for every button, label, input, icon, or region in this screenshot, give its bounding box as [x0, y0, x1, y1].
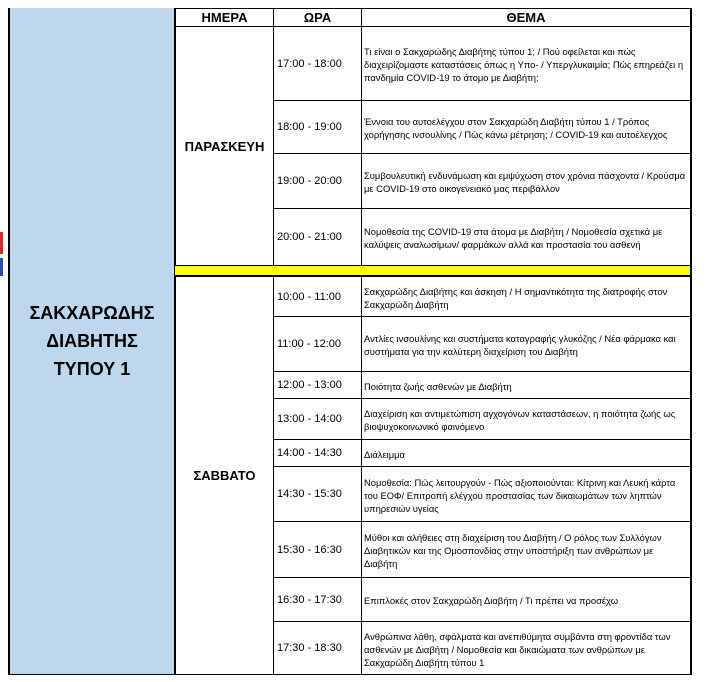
time-slot: 15:30 - 16:30 — [273, 521, 361, 577]
topic-text: Νομοθεσία της COVID-19 στα άτομα με Διαβήτη / Νομοθεσία σχετικά με καλύψεις αναλωσίμων/ φαρμάκων αλλά και προστασία του ασθενή — [361, 208, 690, 265]
edge-decoration-blue — [0, 258, 3, 276]
time-slot: 11:00 - 12:00 — [273, 316, 361, 371]
course-title-line: ΣΑΚΧΑΡΩΔΗΣ — [29, 303, 155, 323]
course-title-line: ΤΥΠΟΥ 1 — [53, 359, 131, 379]
day-separator — [175, 265, 690, 276]
time-slot: 19:00 - 20:00 — [273, 153, 361, 208]
schedule-table — [8, 8, 692, 675]
topic-text: Νομοθεσία: Πώς λειτουργούν - Πώς αξιοποιούνται: Κίτρινη και Λευκή κάρτα του ΕΟΦ/ Επιτροπή ελέγχου προστασίας των δικαιωμάτων των ληπτών υπηρεσιών υγείας — [361, 466, 690, 521]
topic-text: Ανθρώπινα λάθη, σφάλματα και ανεπιθύμητα συμβάντα στη φροντίδα των ασθενών με Διαβήτη / Νομοθεσία και δικαιώματα των ανθρώπων με Σακχαρώδη Διαβήτη τύπου 1 — [361, 621, 690, 674]
time-slot: 16:30 - 17:30 — [273, 577, 361, 621]
time-slot: 17:00 - 18:00 — [273, 26, 361, 100]
topic-text: Αντλίες ινσουλίνης και συστήματα καταγραφής γλυκόζης / Νέα φάρμακα και συστήματα για την καλύτερη διαχείριση του Διαβήτη — [361, 316, 690, 371]
course-title-line: ΔΙΑΒΗΤΗΣ — [46, 331, 138, 351]
course-title — [30, 299, 155, 383]
topic-text: Συμβουλευτική ενδυνάμωση και εμψύχωση στον χρόνια πάσχοντα / Κρούσμα με COVID-19 στο οικογενειακό μας περιβάλλον — [361, 153, 690, 208]
time-slot: 10:00 - 11:00 — [273, 276, 361, 316]
time-slot: 14:30 - 15:30 — [273, 466, 361, 521]
time-slot: 12:00 - 13:00 — [273, 371, 361, 398]
topic-text: Επιπλοκές στον Σακχαρώδη Διαβήτη / Τι πρέπει να προσέχω — [361, 577, 690, 621]
topic-text: Διάλειμμα — [361, 439, 690, 466]
day-saturday: ΣΑΒΒΑΤΟ — [175, 276, 273, 674]
topic-text: Τι είναι ο Σακχαρώδης Διαβήτης τύπου 1; / Πού οφείλεται και πώς διαχειρίζομαστε καταστάσεις όπως η Υπο- / Υπεργλυκαιμία; Πώς επηρεάζει η πανδημία COVID-19 το άτομο με Διαβήτη; — [361, 26, 690, 100]
course-title-cell — [10, 8, 175, 674]
time-slot: 13:00 - 14:00 — [273, 398, 361, 439]
topic-text: Σακχαρώδης Διαβήτης και άσκηση / Η σημαντικότητα της διατροφής στον Σακχαρώδη Διαβήτη — [361, 276, 690, 316]
edge-decoration-red — [0, 232, 3, 254]
time-slot: 17:30 - 18:30 — [273, 621, 361, 674]
header-time: ΩΡΑ — [273, 8, 361, 26]
topic-text: Διαχείριση και αντιμετώπιση αγχογόνων καταστάσεων, η ποιότητα ζωής ως βιοψυχοκοινωνικό φαινόμενο — [361, 398, 690, 439]
header-day: ΗΜΕΡΑ — [175, 8, 273, 26]
time-slot: 14:00 - 14:30 — [273, 439, 361, 466]
day-friday: ΠΑΡΑΣΚΕΥΗ — [175, 26, 273, 265]
topic-text: Έννοια του αυτοελέγχου στον Σακχαρώδη Διαβήτη τύπου 1 / Τρόπος χορήγησης ινσουλίνης / Πώς κάνω μέτρηση; / COVID-19 και αυτοέλεγχος — [361, 100, 690, 153]
time-slot: 20:00 - 21:00 — [273, 208, 361, 265]
header-topic: ΘΕΜΑ — [361, 8, 690, 26]
time-slot: 18:00 - 19:00 — [273, 100, 361, 153]
topic-text: Μύθοι και αλήθειες στη διαχείριση του Διαβήτη / Ο ρόλος των Συλλόγων Διαβητικών και της Ομοσπονδίας στην υποστήριξη των ανθρώπων με Διαβήτη — [361, 521, 690, 577]
topic-text: Ποιότητα ζωής ασθενών με Διαβήτη — [361, 371, 690, 398]
